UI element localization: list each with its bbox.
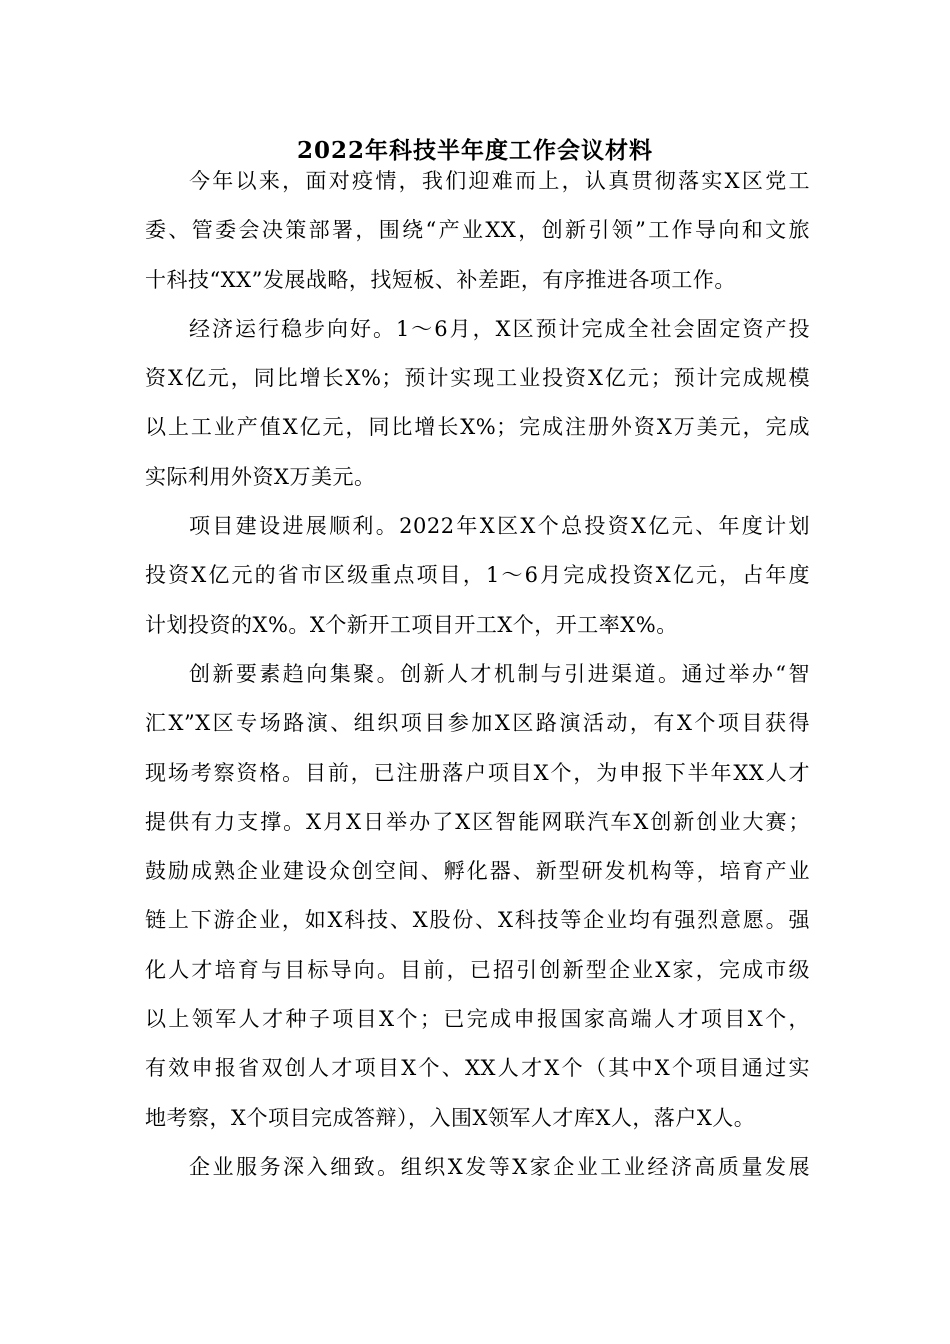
text-line: 项目建设进展顺利。2022年X区X个总投资X亿元、年度计划 [189,514,810,539]
text-line: 十科技“XX”发展战略，找短板、补差距，有序推进各项工作。 [145,267,736,292]
text-line: 创新要素趋向集聚。创新人才机制与引进渠道。通过举办“智 [189,661,810,686]
text-line: 有效申报省双创人才项目X个、XX人才X个（其中X个项目通过实 [145,1056,810,1081]
text-line: 经济运行稳步向好。1～6月，X区预计完成全社会固定资产投 [189,316,810,341]
text-line: 计划投资的X%。X个新开工项目开工X个，开工率X%。 [145,612,678,637]
text-line: 提供有力支撑。X月X日举办了X区智能网联汽车X创新创业大赛； [145,809,810,834]
text-line: 企业服务深入细致。组织X发等X家企业工业经济高质量发展 [189,1154,810,1179]
text-line: 地考察，X个项目完成答辩），入围X领军人才库X人，落户X人。 [145,1105,756,1130]
text-line: 实际利用外资X万美元。 [145,464,376,489]
text-line: 以上工业产值X亿元，同比增长X%；完成注册外资X万美元，完成 [145,415,810,440]
text-line: 鼓励成熟企业建设众创空间、孵化器、新型研发机构等，培育产业 [145,859,810,884]
document-body [145,157,810,1192]
text-line: 今年以来，面对疫情，我们迎难而上，认真贯彻落实X区党工 [189,169,810,193]
text-line: 以上领军人才种子项目X个；已完成申报国家高端人才项目X个， [145,1007,810,1032]
paragraph [145,650,810,1143]
text-line: 汇X”X区专场路演、组织项目参加X区路演活动，有X个项目获得 [145,711,810,736]
text-line: 资X亿元，同比增长X%；预计实现工业投资X亿元；预计完成规模 [145,366,810,391]
paragraph [145,157,810,305]
paragraph [145,502,810,650]
text-line: 链上下游企业，如X科技、X股份、X科技等企业均有强烈意愿。强 [145,908,810,933]
document-title: 2022年科技半年度工作会议材料 [296,137,653,164]
paragraph [145,305,810,502]
paragraph [145,1143,810,1192]
text-line: 化人才培育与目标导向。目前，已招引创新型企业X家，完成市级 [145,957,810,982]
text-line: 委、管委会决策部署，围绕“产业XX，创新引领”工作导向和文旅 [145,218,810,243]
text-line: 现场考察资格。目前，已注册落户项目X个，为申报下半年XX人才 [145,760,810,785]
text-line: 投资X亿元的省市区级重点项目，1～6月完成投资X亿元，占年度 [145,563,810,588]
